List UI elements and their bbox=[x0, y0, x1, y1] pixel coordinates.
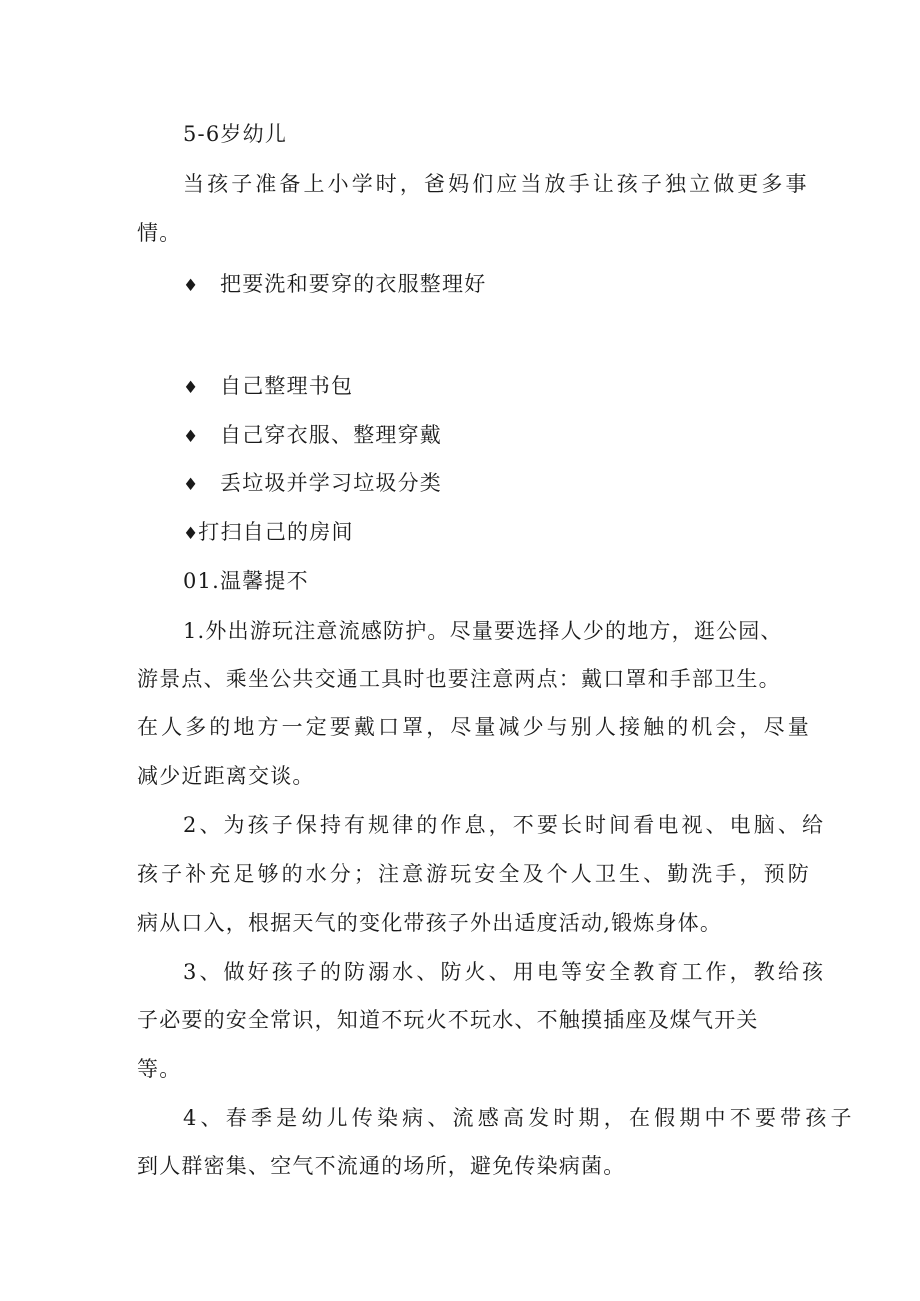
bullet-text: 自己整理书包 bbox=[220, 374, 354, 398]
tip-3-line-1: 3、做好孩子的防溺水、防火、用电等安全教育工作，教给孩 bbox=[183, 960, 827, 984]
tip-4-line-1: 4、春季是幼儿传染病、流感高发时期，在假期中不要带孩子 bbox=[183, 1106, 856, 1130]
diamond-bullet-icon: ♦ bbox=[183, 524, 199, 544]
tip-1-line-1: 1.外出游玩注意流感防护。尽量要选择人少的地方，逛公园、 bbox=[183, 619, 783, 643]
bullet-item bbox=[0, 520, 920, 546]
bullet-item bbox=[0, 423, 920, 449]
tip-1-line-3: 在人多的地方一定要戴口罩，尽量减少与别人接触的机会，尽量 bbox=[137, 715, 812, 739]
tip-3-line-3: 等。 bbox=[137, 1057, 182, 1081]
intro-line-1: 当孩子准备上小学时，爸妈们应当放手让孩子独立做更多事 bbox=[183, 172, 810, 196]
tip-2-line-3: 病从口入，根据天气的变化带孩子外出适度活动,锻炼身体。 bbox=[137, 911, 723, 935]
diamond-bullet-icon: ♦ bbox=[183, 378, 200, 398]
bullet-text: 打扫自己的房间 bbox=[198, 520, 354, 544]
tip-3-line-2: 子必要的安全常识，知道不玩火不玩水、不触摸插座及煤气开关 bbox=[137, 1008, 759, 1032]
tip-2-line-2: 孩子补充足够的水分；注意游玩安全及个人卫生、勤洗手，预防 bbox=[137, 862, 812, 886]
diamond-bullet-icon: ♦ bbox=[183, 276, 200, 296]
bullet-text: 丢垃圾并学习垃圾分类 bbox=[220, 471, 442, 495]
intro-line-2: 情。 bbox=[137, 221, 182, 245]
bullet-item bbox=[0, 272, 920, 298]
diamond-bullet-icon: ♦ bbox=[183, 475, 200, 495]
tip-2-line-1: 2、为孩子保持有规律的作息，不要长时间看电视、电脑、给 bbox=[183, 813, 827, 837]
bullet-text: 自己穿衣服、整理穿戴 bbox=[220, 423, 442, 447]
diamond-bullet-icon: ♦ bbox=[183, 427, 200, 447]
tips-heading: 01.温馨提不 bbox=[183, 569, 309, 593]
tip-1-line-4: 减少近距离交谈。 bbox=[137, 764, 315, 788]
bullet-text: 把要洗和要穿的衣服整理好 bbox=[220, 272, 487, 296]
bullet-item bbox=[0, 374, 920, 400]
section-heading: 5-6岁幼儿 bbox=[183, 122, 288, 146]
tip-1-line-2: 游景点、乘坐公共交通工具时也要注意两点：戴口罩和手部卫生。 bbox=[137, 667, 781, 691]
tip-4-line-2: 到人群密集、空气不流通的场所，避免传染病菌。 bbox=[137, 1154, 626, 1178]
bullet-item bbox=[0, 471, 920, 497]
